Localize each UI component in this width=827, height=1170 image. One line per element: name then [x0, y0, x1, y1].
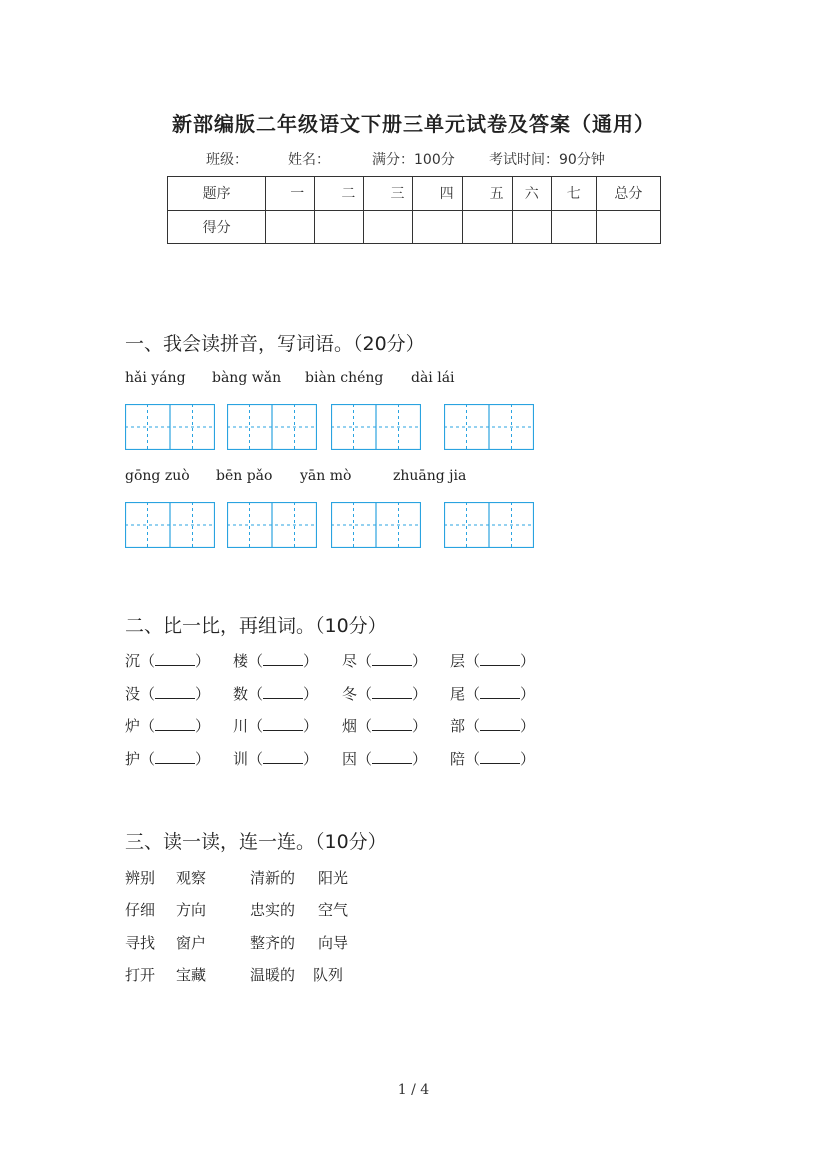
- answer-blank[interactable]: [480, 684, 520, 699]
- match-right-word[interactable]: 队列: [313, 966, 344, 984]
- character: 沉: [125, 652, 141, 670]
- name-label: 姓名：: [288, 152, 330, 168]
- exam-time-label: 考试时间：90分钟: [489, 152, 605, 168]
- open-paren: （: [357, 652, 373, 670]
- open-paren: （: [357, 717, 373, 735]
- close-paren: ）: [195, 652, 211, 670]
- writing-grid[interactable]: [331, 502, 421, 548]
- compare-word-item: [125, 748, 210, 769]
- table-cell: 总分: [596, 177, 660, 211]
- character: 训: [233, 750, 249, 768]
- answer-blank[interactable]: [155, 716, 195, 731]
- match-right-word[interactable]: 整齐的: [250, 934, 296, 952]
- table-cell: 二: [315, 177, 364, 211]
- answer-blank[interactable]: [372, 651, 412, 666]
- writing-grid-lines: [227, 404, 317, 450]
- character: 烟: [342, 717, 358, 735]
- open-paren: （: [140, 717, 156, 735]
- match-right-word[interactable]: 阳光: [318, 869, 349, 887]
- writing-grid[interactable]: [331, 404, 421, 450]
- score-input-cell[interactable]: [512, 210, 551, 244]
- open-paren: （: [465, 652, 481, 670]
- close-paren: ）: [520, 652, 536, 670]
- table-cell: 一: [266, 177, 315, 211]
- section-3-title: 三、读一读，连一连。（10分）: [125, 831, 387, 853]
- answer-blank[interactable]: [155, 651, 195, 666]
- close-paren: ）: [412, 717, 428, 735]
- writing-grid[interactable]: [227, 404, 317, 450]
- table-cell: 四: [413, 177, 462, 211]
- open-paren: （: [357, 685, 373, 703]
- answer-blank[interactable]: [480, 651, 520, 666]
- open-paren: （: [465, 750, 481, 768]
- section-1-title: 一、我会读拼音，写词语。（20分）: [125, 333, 425, 355]
- open-paren: （: [248, 685, 264, 703]
- table-cell: 五: [462, 177, 512, 211]
- match-right-word[interactable]: 清新的: [250, 869, 296, 887]
- character: 护: [125, 750, 141, 768]
- compare-word-item: [233, 715, 318, 736]
- writing-grid[interactable]: [227, 502, 317, 548]
- score-input-cell[interactable]: [551, 210, 596, 244]
- pinyin-label: bēn pǎo: [216, 468, 273, 484]
- writing-grid-lines: [331, 502, 421, 548]
- page-number: 1 / 4: [397, 1082, 430, 1098]
- character: 冬: [342, 685, 358, 703]
- close-paren: ）: [412, 685, 428, 703]
- table-cell: 三: [364, 177, 413, 211]
- open-paren: （: [140, 652, 156, 670]
- answer-blank[interactable]: [372, 749, 412, 764]
- match-right-word[interactable]: 空气: [318, 901, 349, 919]
- open-paren: （: [465, 685, 481, 703]
- writing-grid-lines: [444, 404, 534, 450]
- writing-grid-lines: [227, 502, 317, 548]
- class-label: 班级：: [206, 152, 248, 168]
- character: 层: [450, 652, 466, 670]
- character: 数: [233, 685, 249, 703]
- compare-word-item: [233, 650, 318, 671]
- open-paren: （: [465, 717, 481, 735]
- close-paren: ）: [520, 685, 536, 703]
- writing-grid-lines: [125, 404, 215, 450]
- answer-blank[interactable]: [155, 749, 195, 764]
- match-left-word[interactable]: 窗户: [176, 934, 207, 952]
- close-paren: ）: [195, 750, 211, 768]
- open-paren: （: [140, 685, 156, 703]
- pinyin-label: gōng zuò: [125, 468, 190, 484]
- match-left-word[interactable]: 打开: [125, 966, 156, 984]
- compare-word-item: [450, 715, 535, 736]
- compare-word-item: [233, 683, 318, 704]
- character: 部: [450, 717, 466, 735]
- score-table: [167, 176, 661, 244]
- open-paren: （: [140, 750, 156, 768]
- character: 尾: [450, 685, 466, 703]
- answer-blank[interactable]: [155, 684, 195, 699]
- score-input-cell[interactable]: [364, 210, 413, 244]
- open-paren: （: [248, 717, 264, 735]
- score-input-cell[interactable]: [462, 210, 512, 244]
- answer-blank[interactable]: [263, 651, 303, 666]
- writing-grid[interactable]: [125, 502, 215, 548]
- score-input-cell[interactable]: [315, 210, 364, 244]
- table-cell: 得分: [168, 210, 266, 244]
- table-cell: 题序: [168, 177, 266, 211]
- writing-grid[interactable]: [444, 502, 534, 548]
- close-paren: ）: [303, 717, 319, 735]
- close-paren: ）: [195, 685, 211, 703]
- score-table-score-row: [168, 210, 661, 244]
- close-paren: ）: [303, 750, 319, 768]
- compare-word-item: [233, 748, 318, 769]
- answer-blank[interactable]: [263, 749, 303, 764]
- match-left-word[interactable]: 观察: [176, 869, 207, 887]
- score-table-header-row: [168, 177, 661, 211]
- close-paren: ）: [412, 652, 428, 670]
- close-paren: ）: [303, 652, 319, 670]
- score-input-cell[interactable]: [596, 210, 660, 244]
- full-score-label: 满分：100分: [372, 152, 455, 168]
- compare-word-item: [450, 748, 535, 769]
- pinyin-label: yān mò: [300, 468, 352, 484]
- compare-word-item: [450, 683, 535, 704]
- close-paren: ）: [303, 685, 319, 703]
- match-left-word[interactable]: 寻找: [125, 934, 156, 952]
- writing-grid[interactable]: [125, 404, 215, 450]
- match-right-word[interactable]: 温暖的: [250, 966, 296, 984]
- answer-blank[interactable]: [480, 716, 520, 731]
- table-cell: 六: [512, 177, 551, 211]
- writing-grid[interactable]: [444, 404, 534, 450]
- compare-word-item: [125, 650, 210, 671]
- pinyin-label: dài lái: [411, 370, 455, 386]
- match-left-word[interactable]: 方向: [176, 901, 207, 919]
- score-input-cell[interactable]: [413, 210, 462, 244]
- close-paren: ）: [412, 750, 428, 768]
- score-input-cell[interactable]: [266, 210, 315, 244]
- section-2-title: 二、比一比，再组词。（10分）: [125, 615, 387, 637]
- answer-blank[interactable]: [372, 716, 412, 731]
- close-paren: ）: [195, 717, 211, 735]
- match-left-word[interactable]: 宝藏: [176, 966, 207, 984]
- match-left-word[interactable]: 仔细: [125, 901, 156, 919]
- open-paren: （: [248, 652, 264, 670]
- answer-blank[interactable]: [263, 716, 303, 731]
- writing-grid-lines: [444, 502, 534, 548]
- answer-blank[interactable]: [480, 749, 520, 764]
- answer-blank[interactable]: [372, 684, 412, 699]
- pinyin-label: zhuāng jia: [393, 468, 467, 484]
- table-cell: 七: [551, 177, 596, 211]
- match-right-word[interactable]: 向导: [318, 934, 349, 952]
- character: 炉: [125, 717, 141, 735]
- compare-word-item: [450, 650, 535, 671]
- character: 尽: [342, 652, 358, 670]
- character: 川: [233, 717, 249, 735]
- match-left-word[interactable]: 辨别: [125, 869, 156, 887]
- writing-grid-lines: [331, 404, 421, 450]
- compare-word-item: [342, 715, 427, 736]
- pinyin-label: biàn chéng: [305, 370, 384, 386]
- compare-word-item: [342, 748, 427, 769]
- compare-word-item: [342, 650, 427, 671]
- writing-grid-lines: [125, 502, 215, 548]
- pinyin-label: hǎi yáng: [125, 370, 186, 386]
- character: 楼: [233, 652, 249, 670]
- page-title: 新部编版二年级语文下册三单元试卷及答案（通用）: [172, 112, 655, 136]
- close-paren: ）: [520, 750, 536, 768]
- pinyin-label: bàng wǎn: [212, 370, 282, 386]
- character: 因: [342, 750, 358, 768]
- match-right-word[interactable]: 忠实的: [250, 901, 296, 919]
- compare-word-item: [125, 683, 210, 704]
- compare-word-item: [342, 683, 427, 704]
- open-paren: （: [357, 750, 373, 768]
- character: 没: [125, 685, 141, 703]
- open-paren: （: [248, 750, 264, 768]
- character: 陪: [450, 750, 466, 768]
- close-paren: ）: [520, 717, 536, 735]
- answer-blank[interactable]: [263, 684, 303, 699]
- compare-word-item: [125, 715, 210, 736]
